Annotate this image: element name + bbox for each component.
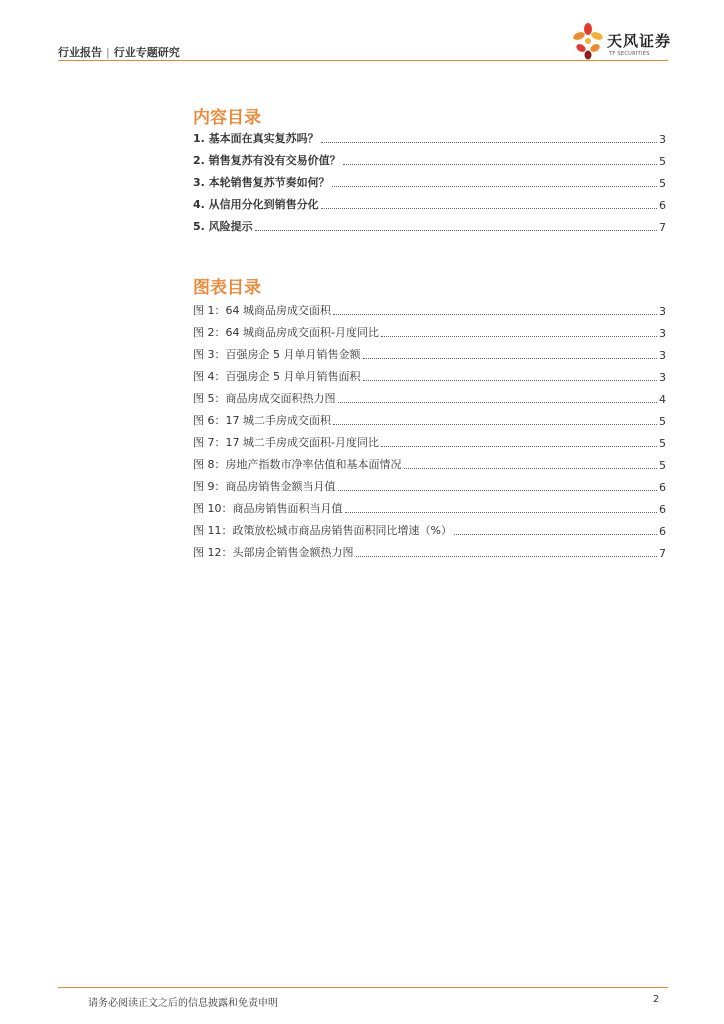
entry-label: 图 2：64 城商品房成交面积-月度同比 — [193, 326, 379, 339]
figures-title: 图表目录 — [193, 278, 261, 298]
entry-page: 5 — [659, 177, 666, 190]
dot-leader — [363, 358, 658, 359]
entry-label: 1. 基本面在真实复苏吗？ — [193, 132, 319, 145]
dot-leader — [255, 230, 657, 231]
dot-leader — [333, 314, 657, 315]
figure-entry[interactable] — [193, 434, 666, 450]
entry-page: 6 — [659, 199, 666, 212]
entry-page: 5 — [659, 155, 666, 168]
entry-page: 4 — [659, 393, 666, 406]
dot-leader — [333, 424, 657, 425]
entry-label: 图 11：政策放松城市商品房销售面积同比增速（%） — [193, 524, 452, 537]
dot-leader — [345, 512, 658, 513]
figure-entry[interactable] — [193, 478, 666, 494]
dot-leader — [343, 164, 657, 165]
breadcrumb-report-category: 行业专题研究 — [113, 46, 180, 59]
figure-entry[interactable] — [193, 456, 666, 472]
company-logo — [571, 22, 671, 60]
dot-leader — [321, 142, 657, 143]
breadcrumb — [58, 44, 180, 60]
dot-leader — [338, 402, 658, 403]
dot-leader — [356, 556, 658, 557]
entry-page: 3 — [659, 133, 666, 146]
entry-page: 7 — [659, 221, 666, 234]
entry-label: 图 3：百强房企 5 月单月销售金额 — [193, 348, 361, 361]
entry-label: 5. 风险提示 — [193, 220, 253, 233]
entry-label: 图 1：64 城商品房成交面积 — [193, 304, 331, 317]
breadcrumb-separator: | — [106, 46, 110, 59]
figure-entry[interactable] — [193, 412, 666, 428]
figure-entry[interactable] — [193, 346, 666, 362]
footer-divider — [58, 987, 668, 988]
entry-label: 4. 从信用分化到销售分化 — [193, 198, 319, 211]
entry-page: 5 — [659, 437, 666, 450]
entry-label: 图 12：头部房企销售金额热力图 — [193, 546, 354, 559]
header-divider — [58, 60, 668, 61]
entry-label: 图 8：房地产指数市净率估值和基本面情况 — [193, 458, 402, 471]
entry-page: 6 — [659, 525, 666, 538]
figure-entry[interactable] — [193, 302, 666, 318]
entry-page: 6 — [659, 503, 666, 516]
entry-label: 图 4：百强房企 5 月单月销售面积 — [193, 370, 361, 383]
figure-entry[interactable] — [193, 544, 666, 560]
entry-label: 3. 本轮销售复苏节奏如何？ — [193, 176, 330, 189]
entry-page: 3 — [659, 371, 666, 384]
contents-entry[interactable] — [193, 218, 666, 234]
footer-disclaimer: 请务必阅读正文之后的信息披露和免责申明 — [88, 998, 278, 1009]
logo-name: 天风证券 — [607, 32, 672, 50]
page-header — [58, 0, 672, 62]
contents-entry[interactable] — [193, 130, 666, 146]
breadcrumb-report-type: 行业报告 — [58, 46, 102, 59]
entry-label: 2. 销售复苏有没有交易价值？ — [193, 154, 341, 167]
entry-page: 7 — [659, 547, 666, 560]
entry-page: 3 — [659, 305, 666, 318]
dot-leader — [404, 468, 658, 469]
contents-title: 内容目录 — [193, 108, 261, 128]
figure-entry[interactable] — [193, 500, 666, 516]
dot-leader — [381, 336, 657, 337]
figure-entry[interactable] — [193, 324, 666, 340]
figure-entry[interactable] — [193, 368, 666, 384]
logo-subtitle: TF SECURITIES — [609, 51, 650, 57]
dot-leader — [363, 380, 658, 381]
entry-page: 5 — [659, 459, 666, 472]
entry-label: 图 6：17 城二手房成交面积 — [193, 414, 331, 427]
contents-entry[interactable] — [193, 152, 666, 168]
dot-leader — [381, 446, 657, 447]
contents-entry[interactable] — [193, 196, 666, 212]
dot-leader — [321, 208, 657, 209]
entry-page: 3 — [659, 327, 666, 340]
entry-label: 图 10：商品房销售面积当月值 — [193, 502, 343, 515]
figure-entry[interactable] — [193, 522, 666, 538]
dot-leader — [332, 186, 657, 187]
contents-entry[interactable] — [193, 174, 666, 190]
entry-label: 图 5：商品房成交面积热力图 — [193, 392, 336, 405]
dot-leader — [338, 490, 658, 491]
page-number: 2 — [653, 994, 660, 1005]
entry-page: 5 — [659, 415, 666, 428]
entry-label: 图 7：17 城二手房成交面积-月度同比 — [193, 436, 379, 449]
entry-page: 3 — [659, 349, 666, 362]
figure-entry[interactable] — [193, 390, 666, 406]
entry-label: 图 9：商品房销售金额当月值 — [193, 480, 336, 493]
entry-page: 6 — [659, 481, 666, 494]
dot-leader — [454, 534, 657, 535]
flower-logo-icon — [571, 22, 605, 60]
